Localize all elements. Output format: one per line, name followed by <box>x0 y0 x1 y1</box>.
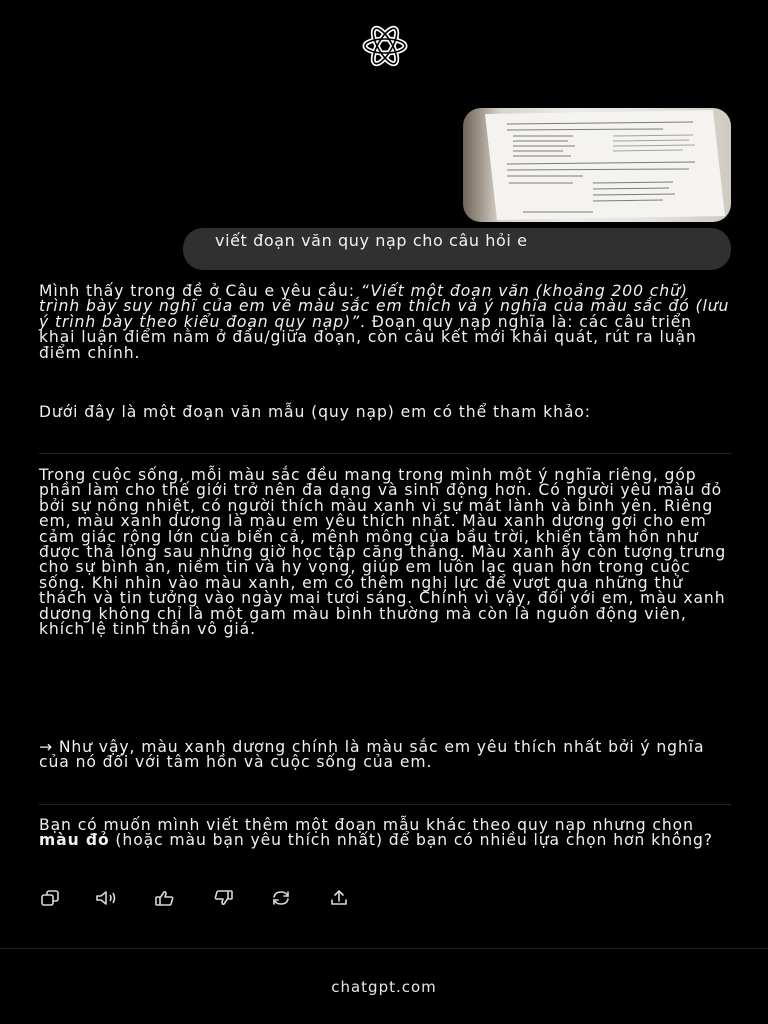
follow-up-question <box>39 818 731 849</box>
divider-top <box>39 453 731 454</box>
share-icon[interactable] <box>327 889 351 907</box>
thumbs-up-icon[interactable] <box>153 889 177 907</box>
quoted-requirement: “Viết một đoạn văn (khoảng 200 chữ) trình bày suy nghĩ của em về màu sắc em thích và ý nghĩa của màu sắc đó (lưu ý trình bày theo kiểu đoạn quy nạp)” <box>39 282 730 331</box>
user-message-text: viết đoạn văn quy nạp cho câu hỏi e <box>215 231 528 250</box>
intro-text: Mình thấy trong đề ở Câu e yêu cầu: <box>39 282 361 300</box>
user-attached-image[interactable] <box>463 108 731 222</box>
read-aloud-icon[interactable] <box>95 889 119 907</box>
question-highlight: màu đỏ <box>39 831 110 850</box>
footer-divider <box>0 948 768 949</box>
sample-intro-paragraph: Dưới đây là một đoạn văn mẫu (quy nạp) em có thể tham khảo: <box>39 403 591 421</box>
question-text-start: Bạn có muốn mình viết thêm một đoạn mẫu khác theo quy nạp nhưng chọn <box>39 816 694 834</box>
chatgpt-link[interactable]: chatgpt.com <box>331 978 437 996</box>
intro-explanation: . Đoạn quy nạp nghĩa là: các câu triển khai luận điểm nằm ở đầu/giữa đoạn, còn câu kết mới khái quát, rút ra luận điểm chính. <box>39 312 697 362</box>
assistant-intro-paragraph <box>39 284 731 361</box>
sample-paragraph: Trong cuộc sống, mỗi màu sắc đều mang trong mình một ý nghĩa riêng, góp phần làm cho thế giới trở nên đa dạng và sinh động hơn. Có người yêu màu đỏ bởi sự nồng nhiệt, có người thích màu xanh vì sự mát lành và bình yên. Riêng em, màu xanh dương là màu em yêu thích nhất. Màu xanh dương gợi cho em cảm giác rộng lớn của biển cả, mênh mông của bầu trời, khiến tâm hồn như được thả lỏng sau những giờ học tập căng thẳng. Màu xanh ấy còn tượng trưng cho sự bình an, niềm tin và hy vọng, giúp em luôn lạc quan hơn trong cuộc sống. Khi nhìn vào màu xanh, em có thêm nghị lực để vượt qua những thử thách và tin tưởng vào ngày mai tươi sáng. Chính vì vậy, đối với em, màu xanh dương không chỉ là một gam màu bình thường mà còn là nguồn động viên, khích lệ tinh thần vô giá. <box>39 466 727 639</box>
divider-bottom <box>39 804 731 805</box>
copy-icon[interactable] <box>39 889 63 907</box>
worksheet-photo <box>463 108 731 222</box>
openai-logo-icon <box>331 24 439 68</box>
question-text-end: (hoặc màu bạn yêu thích nhất) để bạn có nhiều lựa chọn hơn không? <box>109 831 713 850</box>
user-message-bubble <box>183 228 731 270</box>
conclusion-paragraph: → Như vậy, màu xanh dương chính là màu sắc em yêu thích nhất bởi ý nghĩa của nó đối với tâm hồn và cuộc sống của em. <box>39 738 705 772</box>
regenerate-icon[interactable] <box>269 889 293 907</box>
thumbs-down-icon[interactable] <box>211 889 235 907</box>
